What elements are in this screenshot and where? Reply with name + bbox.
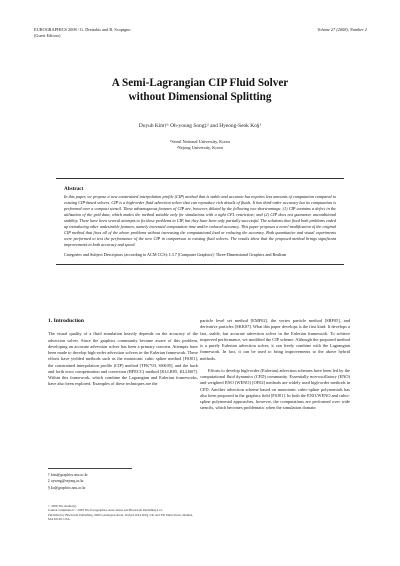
copyright-line-3: Published by Blackwell Publishing, 9600 Garsington Road, Oxford OX4 2DQ, UK and 350 Main Street, Malden, MA 02148, USA.: [48, 512, 194, 521]
footnote-email-1: † kim@graphics.snu.ac.kr: [48, 473, 88, 477]
footnote-email-3: § ko@graphics.snu.ac.kr: [48, 485, 86, 490]
paper-title: [0, 76, 400, 104]
abstract-heading: Abstract: [64, 186, 84, 192]
volume-line: Volume 27 (2008), Number 2: [317, 27, 367, 32]
acm-categories: Categories and Subject Descriptors (according to ACM CCS): I.3.7 [Computer Graphics]: Three-Dimensional Graphics and Realism: [64, 251, 287, 257]
venue-line: EUROGRAPHICS 2008 / G. Drettakis and R. Scopigno: [34, 27, 131, 32]
copyright-line-1: © 2008 The Author(s): [48, 504, 77, 508]
section-heading-introduction: 1. Introduction: [48, 318, 84, 324]
affiliation-1: ¹Seoul National University, Korea: [170, 139, 230, 144]
title-line-2: without Dimensional Splitting: [128, 91, 272, 103]
affiliation-2: ²Sejong University, Korea: [177, 145, 223, 151]
author-list: Doyub Kim†¹ Oh-young Song‡² and Hyeong-Seok Ko§¹: [138, 123, 262, 129]
copyright-line-2: Journal compilation © 2008 The Eurographics Association and Blackwell Publishing Ltd.: [48, 508, 163, 513]
intro-paragraph-1: The visual quality of a fluid simulation heavily depends on the accuracy of the advection solver. Since the graphics community became aware of this problem, developing an accurate advection solver has been a primary concern. Attempts have been made to develop high-order advection solvers in the Eulerian framework. These efforts have yielded methods such as the monotonic cubic spline method [FSJ01], the constrained interpolation profile (CIP) method [TFK*03, SSK05], and the back and forth error compensation and correction (BFECC) method [KLLR05, KLLR07]. Within this framework, which combine the Lagrangian and Eulerian frameworks, have also been explored. Examples of these techniques are the: [48, 331, 198, 387]
author-footnotes: [48, 468, 132, 491]
affiliations: [0, 139, 400, 152]
editors-line: (Guest Editors): [34, 33, 61, 38]
abstract-text: In this paper, we propose a new constrained interpolation profile (CIP) method that is stable and accurate but requires less amounts of computation compared to existing CIP-based solvers. CIP is a high-order fluid advection solver that can reproduce rich details of fluids. It has third-order accuracy but its computation is performed over a compact stencil. These advantageous features of CIP are, however, diluted by the following two shortcomings: (1) CIP contains a defect in the utilization of the grid data, which makes the method suitable only for simulations with a tight CFL restriction; and (2) CIP does not guarantee unconditional stability. There have been several attempts to fix these problems in CIP, but they have been only partially successful. The solutions that fixed both problems ended up introducing other undesirable features, namely increased computation time and/or reduced accuracy. This paper proposes a novel modification of the original CIP method that fixes all of the above problems without increasing the computational load or reducing the accuracy. Both quantitative and visual experiments were performed to test the performance of the new CIP in comparison to existing fluid solvers. The results show that the proposed method brings significant improvements in both accuracy and speed.: [64, 193, 336, 247]
intro-paragraph-2: Efforts to develop high-order (Eulerian) advection schemes have been led by the computational fluid dynamics (CFD) community. Essentially non-oscillatory (ENO) and weighted ENO (WENO) [OF02] methods are widely used high-order methods in CFD. Another advection scheme based on monotonic cubic-spline polynomials has also been proposed in the graphics field [FSJ01]. In both the ENO/WENO and cubic-spline polynomial approaches, however, the computations are performed over wide stencils, which becomes problematic when the simulation domain: [200, 367, 350, 411]
abstract-section: [56, 178, 344, 265]
title-line-1: A Semi-Lagrangian CIP Fluid Solver: [111, 77, 289, 89]
running-header-left: [34, 27, 131, 39]
right-column: [200, 318, 350, 418]
left-column: [48, 318, 198, 394]
intro-paragraph-1-continued: particle level set method [EMF02], the vortex particle method [SRF05], and derivative particles [SKK07]. What this paper develops is the first kind: It develops a fast, stable, but accurate advection solver in the Eulerian framework. To achieve improved performance, we modified the CIP scheme. Although the proposed method is a purely Eulerian advection solver, it can freely combine with the Lagrangian framework. In fact, it can be used to bring improvements to the above hybrid methods.: [200, 318, 350, 361]
copyright-notice: [48, 504, 198, 521]
footnote-email-2: ‡ oysong@sejong.ac.kr: [48, 479, 84, 484]
